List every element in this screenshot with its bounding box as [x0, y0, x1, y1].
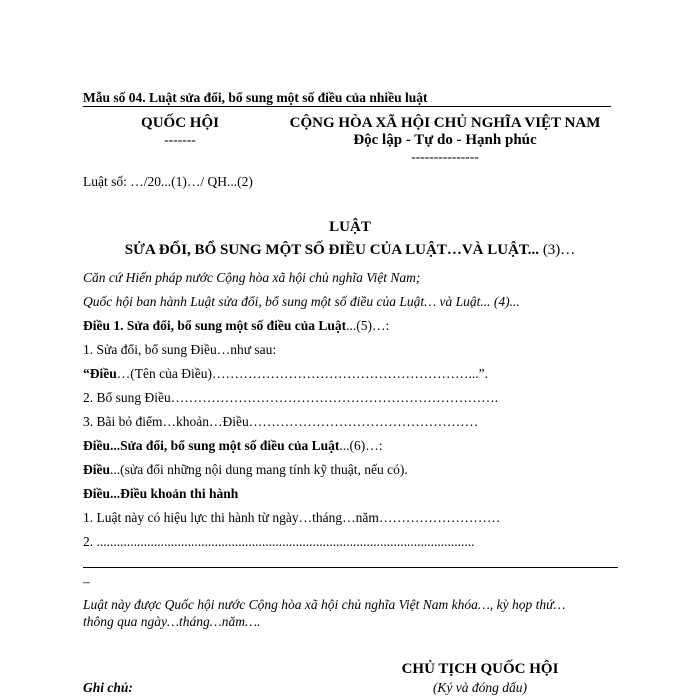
- notes-label: Ghi chú:: [83, 680, 133, 695]
- article-1-item-2: 2. Bổ sung Điều……………………………………………………………….: [83, 390, 499, 405]
- passage-line-1: Luật này được Quốc hội nước Cộng hòa xã hội chủ nghĩa Việt Nam khóa…, kỳ họp thứ…: [83, 597, 566, 612]
- article-last-heading: Điều...Điều khoản thi hành: [83, 486, 239, 501]
- article-1-quote-label: “Điều: [83, 366, 117, 381]
- article-last-item-1: 1. Luật này có hiệu lực thi hành từ ngày…tháng…năm………………………: [83, 510, 501, 525]
- issuer-dash: -------: [164, 132, 196, 147]
- article-n-heading-text: Điều...Sửa đổi, bổ sung một số điều của Luật: [83, 438, 340, 453]
- issuer-name: QUỐC HỘI: [141, 115, 219, 131]
- article-n-heading-note: ...(6)…:: [339, 438, 383, 453]
- article-1-heading-text: Điều 1. Sửa đổi, bổ sung một số điều của Luật: [83, 318, 347, 333]
- article-n-body-label: Điều: [83, 462, 110, 477]
- motto-dash: ---------------: [411, 149, 479, 164]
- law-subtitle-text: SỬA ĐỔI, BỔ SUNG MỘT SỐ ĐIỀU CỦA LUẬT…VÀ LUẬT...: [124, 242, 540, 258]
- article-1-item-1: 1. Sửa đổi, bổ sung Điều…như sau:: [83, 342, 277, 357]
- passage-line-2: thông qua ngày…tháng…năm….: [83, 614, 261, 629]
- form-title-underline: [83, 106, 611, 107]
- preamble-constitution: Căn cứ Hiến pháp nước Cộng hòa xã hội chủ nghĩa Việt Nam;: [83, 270, 421, 285]
- article-n-heading: [83, 438, 383, 454]
- law-subtitle: [0, 242, 700, 259]
- law-number: Luật số: …/20...(1)…/ QH...(2): [83, 174, 253, 189]
- article-1-quote: [83, 366, 488, 382]
- form-title: Mẫu số 04. Luật sửa đổi, bổ sung một số điều của nhiều luật: [83, 90, 428, 105]
- article-n-body-text: ...(sửa đổi những nội dung mang tính kỹ thuật, nếu có).: [110, 462, 408, 477]
- signature-title: CHỦ TỊCH QUỐC HỘI: [401, 661, 559, 677]
- nation-motto: Độc lập - Tự do - Hạnh phúc: [353, 132, 537, 148]
- article-1-heading: [83, 318, 389, 334]
- closing-rule: [83, 567, 618, 568]
- article-1-quote-text: …(Tên của Điều)…………………………………………………...”.: [116, 366, 488, 381]
- article-n-body: [83, 462, 408, 478]
- article-1-item-3: 3. Bãi bỏ điểm…khoản…Điều……………………………………………: [83, 414, 479, 429]
- nation-name: CỘNG HÒA XÃ HỘI CHỦ NGHĨA VIỆT NAM: [289, 115, 601, 131]
- preamble-enactment: Quốc hội ban hành Luật sửa đổi, bổ sung một số điều của Luật… và Luật... (4)...: [83, 294, 520, 309]
- signature-note: (Ký và đóng dấu): [432, 680, 528, 695]
- closing-dash: –: [83, 574, 90, 589]
- law-subtitle-note: (3)…: [539, 242, 576, 258]
- article-1-heading-note: ...(5)…:: [346, 318, 390, 333]
- law-title: LUẬT: [329, 219, 371, 235]
- article-last-item-2: 2. ................................................................................................................: [83, 534, 475, 549]
